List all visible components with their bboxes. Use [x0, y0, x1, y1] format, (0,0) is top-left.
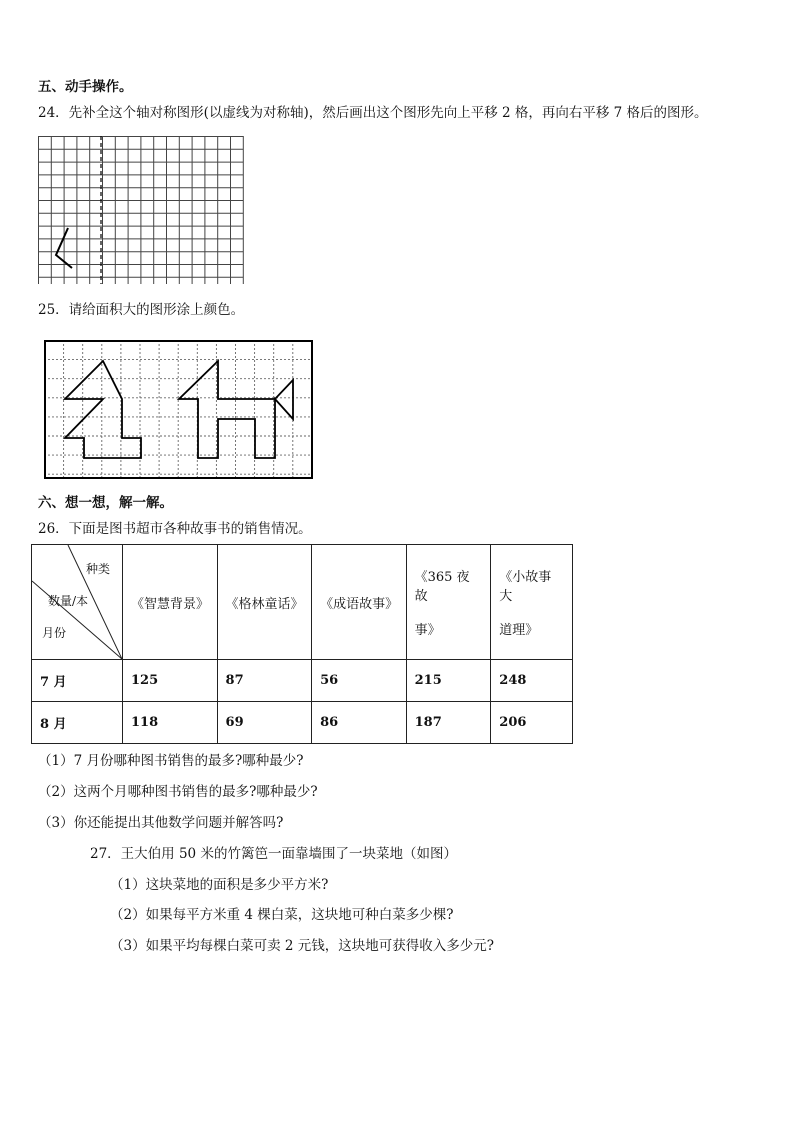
q25-shape-left	[65, 361, 141, 458]
table-month-cell: 8 月	[32, 702, 123, 744]
table-cell: 69	[217, 702, 312, 744]
question-27-text: 27．王大伯用 50 米的竹篱笆一面靠墙围了一块菜地（如图）	[90, 846, 457, 862]
table-corner-cell	[32, 545, 123, 660]
q27-subquestion-1: （1）这块菜地的面积是多少平方米?	[110, 877, 329, 893]
table-cell: 118	[123, 702, 218, 744]
q26-subquestion-1: （1）7 月份哪种图书销售的最多?哪种最少?	[38, 753, 304, 769]
table-cell: 206	[491, 702, 573, 744]
q26-subquestion-2: （2）这两个月哪种图书销售的最多?哪种最少?	[38, 784, 318, 800]
table-row	[32, 660, 573, 702]
q27-subquestion-2: （2）如果每平方米重 4 棵白菜，这块地可种白菜多少棵?	[110, 907, 454, 923]
question-25-text: 25．请给面积大的图形涂上颜色。	[38, 302, 245, 318]
table-cell: 248	[491, 660, 573, 702]
table-header-row	[32, 545, 573, 660]
table-cell: 56	[312, 660, 407, 702]
table-header-cell: 《365 夜故 事》	[406, 545, 491, 660]
table-cell: 125	[123, 660, 218, 702]
q27-subquestion-3: （3）如果平均每棵白菜可卖 2 元钱，这块地可获得收入多少元?	[110, 938, 494, 954]
table-header-cell: 《成语故事》	[312, 545, 407, 660]
question-24-text: 24．先补全这个轴对称图形(以虚线为对称轴)，然后画出这个图形先向上平移 2 格，再向右平移 7 格后的图形。	[38, 105, 708, 121]
q26-subquestion-3: （3）你还能提出其他数学问题并解答吗?	[38, 815, 284, 831]
corner-label-category: 种类	[86, 562, 111, 576]
table-cell: 215	[406, 660, 491, 702]
table-header-cell: 《智慧背景》	[123, 545, 218, 660]
q25-shape-right	[179, 361, 293, 458]
section-5-title: 五、动手操作。	[38, 79, 133, 95]
sales-table	[31, 544, 573, 744]
q24-grid-figure	[38, 136, 244, 286]
table-row	[32, 702, 573, 744]
corner-label-month: 月份	[42, 626, 67, 640]
question-26-text: 26．下面是图书超市各种故事书的销售情况。	[38, 521, 312, 537]
table-cell: 187	[406, 702, 491, 744]
table-header-cell: 《小故事大 道理》	[491, 545, 573, 660]
corner-label-quantity: 数量/本	[48, 594, 89, 608]
table-cell: 86	[312, 702, 407, 744]
table-cell: 87	[217, 660, 312, 702]
section-6-title: 六、想一想，解一解。	[38, 495, 173, 511]
table-month-cell: 7 月	[32, 660, 123, 702]
table-header-cell: 《格林童话》	[217, 545, 312, 660]
q25-grid-figure	[44, 340, 314, 480]
